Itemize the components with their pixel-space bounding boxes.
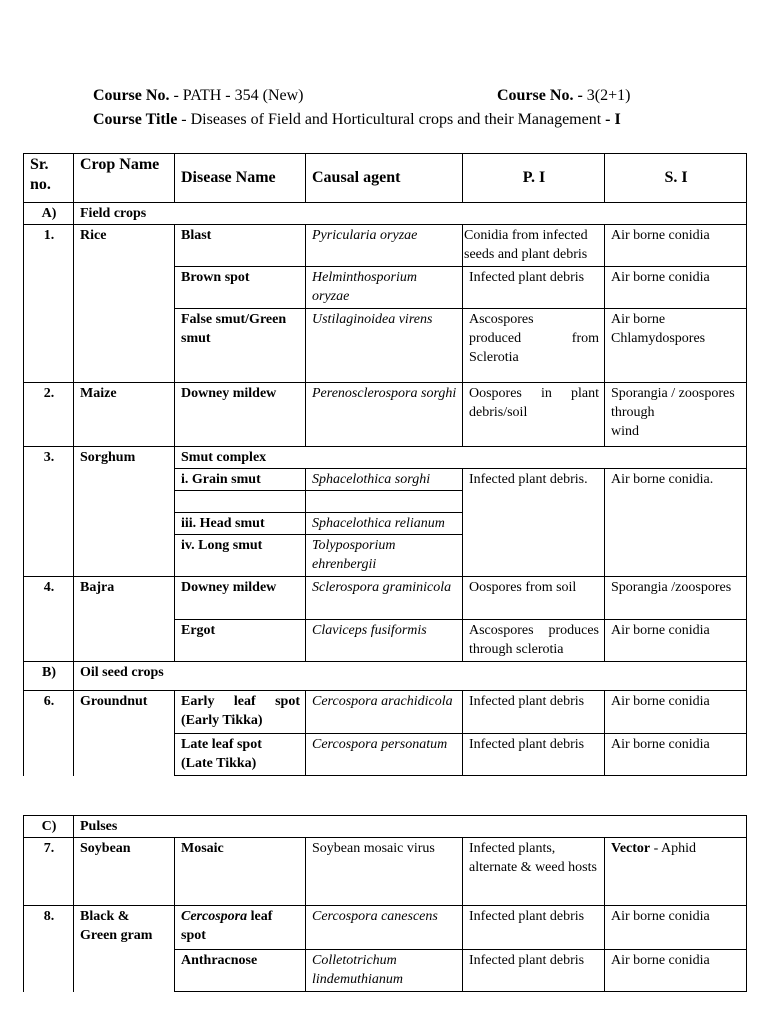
pi-cell: Infected plant debris	[463, 906, 605, 950]
sr-cell: 6.	[24, 691, 74, 776]
si-cell: Air borne conidia.	[605, 469, 747, 577]
agent-cell: Cercospora canescens	[306, 906, 463, 950]
pi-cell: Infected plant debris	[463, 950, 605, 992]
disease-cell: False smut/Green smut	[175, 309, 306, 383]
disease-italic-part: Cercospora	[181, 909, 248, 924]
pi-line: Ascospores produces	[469, 623, 599, 638]
si-cell: Sporangia /zoospores	[605, 577, 747, 620]
agent-cell: Sphacelothica relianum	[306, 513, 463, 535]
course-credits-line	[497, 86, 630, 106]
pi-line: Oospores in plant	[469, 386, 599, 401]
empty-disease-cell	[175, 491, 306, 513]
pi-cell: Infected plant debris	[463, 267, 605, 309]
disease-cell: Mosaic	[175, 838, 306, 906]
course-title-line	[93, 110, 621, 130]
disease-cell: iv. Long smut	[175, 535, 306, 577]
sr-cell: 2.	[24, 383, 74, 447]
section-sr: A)	[24, 203, 74, 225]
disease-line: Early leaf spot	[181, 694, 300, 709]
table-row	[24, 447, 747, 469]
pi-cell: Infected plant debris	[463, 691, 605, 734]
disease-cell	[175, 691, 306, 734]
table-row	[24, 577, 747, 620]
disease-cell: i. Grain smut	[175, 469, 306, 491]
section-sr: C)	[24, 816, 74, 838]
pi-cell: Infected plant debris	[463, 734, 605, 776]
crop-cell: Sorghum	[74, 447, 175, 577]
pi-cell	[463, 309, 605, 383]
disease-cell: Downey mildew	[175, 577, 306, 620]
header-si: S. I	[605, 154, 747, 203]
header-crop-name: Crop Name	[74, 154, 175, 203]
course-title-suffix: - I	[605, 111, 621, 128]
si-cell: Air borne conidia	[605, 620, 747, 662]
si-cell: Air borne conidia	[605, 267, 747, 309]
agent-cell: Helminthosporium oryzae	[306, 267, 463, 309]
si-cell: Air borne conidia	[605, 950, 747, 992]
section-label: Pulses	[74, 816, 747, 838]
header-sr-no: Sr. no.	[24, 154, 74, 203]
pi-line: produced from	[469, 331, 599, 346]
crop-cell: Black & Green gram	[74, 906, 175, 992]
sr-cell: 7.	[24, 838, 74, 906]
disease-cell: Anthracnose	[175, 950, 306, 992]
crop-cell: Soybean	[74, 838, 175, 906]
pi-line: Ascospores	[469, 312, 534, 327]
header-pi: P. I	[463, 154, 605, 203]
table-row	[24, 383, 747, 447]
vector-label: Vector	[611, 841, 651, 856]
pi-cell: Infected plants, alternate & weed hosts	[463, 838, 605, 906]
si-line: wind	[611, 424, 639, 439]
agent-cell: Tolyposporium ehrenbergii	[306, 535, 463, 577]
course-no-line	[93, 86, 304, 106]
disease-cell	[175, 734, 306, 776]
table-row	[24, 691, 747, 734]
header-disease-name: Disease Name	[175, 154, 306, 203]
agent-cell: Sphacelothica sorghi	[306, 469, 463, 491]
course-no-label: Course No.	[93, 87, 170, 104]
pi-cell: Oospores from soil	[463, 577, 605, 620]
agent-cell: Perenosclerospora sorghi	[306, 383, 463, 447]
pi-cell: Infected plant debris.	[463, 469, 605, 577]
agent-cell: Cercospora arachidicola	[306, 691, 463, 734]
disease-cell: Brown spot	[175, 267, 306, 309]
sr-cell: 4.	[24, 577, 74, 662]
agent-cell: Colletotrichum lindemuthianum	[306, 950, 463, 992]
disease-cell: Blast	[175, 225, 306, 267]
si-cell: Air borne conidia	[605, 225, 747, 267]
disease-cell	[175, 906, 306, 950]
disease-cell: Downey mildew	[175, 383, 306, 447]
agent-cell: Cercospora personatum	[306, 734, 463, 776]
header-causal-agent: Causal agent	[306, 154, 463, 203]
si-cell: Air borne conidia	[605, 691, 747, 734]
agent-cell: Sclerospora graminicola	[306, 577, 463, 620]
crop-cell: Bajra	[74, 577, 175, 662]
vector-value: - Aphid	[650, 841, 697, 856]
sr-cell: 3.	[24, 447, 74, 577]
course-title-label: Course Title	[93, 111, 178, 128]
pi-cell: Conidia from infected seeds and plant debris	[463, 225, 605, 267]
table-row	[24, 838, 747, 906]
pi-cell	[463, 383, 605, 447]
si-cell	[605, 838, 747, 906]
sr-cell: 8.	[24, 906, 74, 992]
pi-line: Sclerotia	[469, 350, 519, 365]
sr-cell: 1.	[24, 225, 74, 383]
agent-cell: Claviceps fusiformis	[306, 620, 463, 662]
disease-cell: iii. Head smut	[175, 513, 306, 535]
table-row	[24, 225, 747, 267]
pi-line: debris/soil	[469, 405, 528, 420]
si-cell	[605, 383, 747, 447]
section-sr: B)	[24, 662, 74, 691]
si-cell: Air borne conidia	[605, 734, 747, 776]
smut-complex-label: Smut complex	[175, 447, 747, 469]
course-no-value: - PATH - 354 (New)	[169, 87, 304, 104]
section-row-field-crops	[24, 203, 747, 225]
disease-line: (Late Tikka)	[181, 756, 257, 771]
disease-rest-part: leaf spot	[181, 909, 273, 943]
disease-cell: Ergot	[175, 620, 306, 662]
table-header-row	[24, 154, 747, 203]
section-row-oil-seed-crops	[24, 662, 747, 691]
course-credits-label: Course No. -	[497, 87, 583, 104]
course-title-value: - Diseases of Field and Horticultural crops and their Management	[177, 111, 606, 128]
disease-table	[23, 153, 747, 776]
si-cell: Air borne conidia	[605, 906, 747, 950]
disease-line: Late leaf spot	[181, 737, 262, 752]
table-row	[24, 906, 747, 950]
agent-cell: Soybean mosaic virus	[306, 838, 463, 906]
section-label: Oil seed crops	[74, 662, 747, 691]
si-line: Sporangia / zoospores through	[611, 386, 735, 420]
disease-table-continued	[23, 815, 747, 992]
agent-cell: Ustilaginoidea virens	[306, 309, 463, 383]
crop-cell: Groundnut	[74, 691, 175, 776]
pi-line: through sclerotia	[469, 642, 564, 657]
course-credits-value: 3(2+1)	[582, 87, 631, 104]
pi-cell	[463, 620, 605, 662]
disease-line: (Early Tikka)	[181, 713, 263, 728]
section-label: Field crops	[74, 203, 747, 225]
agent-cell: Pyricularia oryzae	[306, 225, 463, 267]
crop-cell: Maize	[74, 383, 175, 447]
crop-cell: Rice	[74, 225, 175, 383]
section-row-pulses	[24, 816, 747, 838]
si-cell: Air borne Chlamydospores	[605, 309, 747, 383]
empty-agent-cell	[306, 491, 463, 513]
